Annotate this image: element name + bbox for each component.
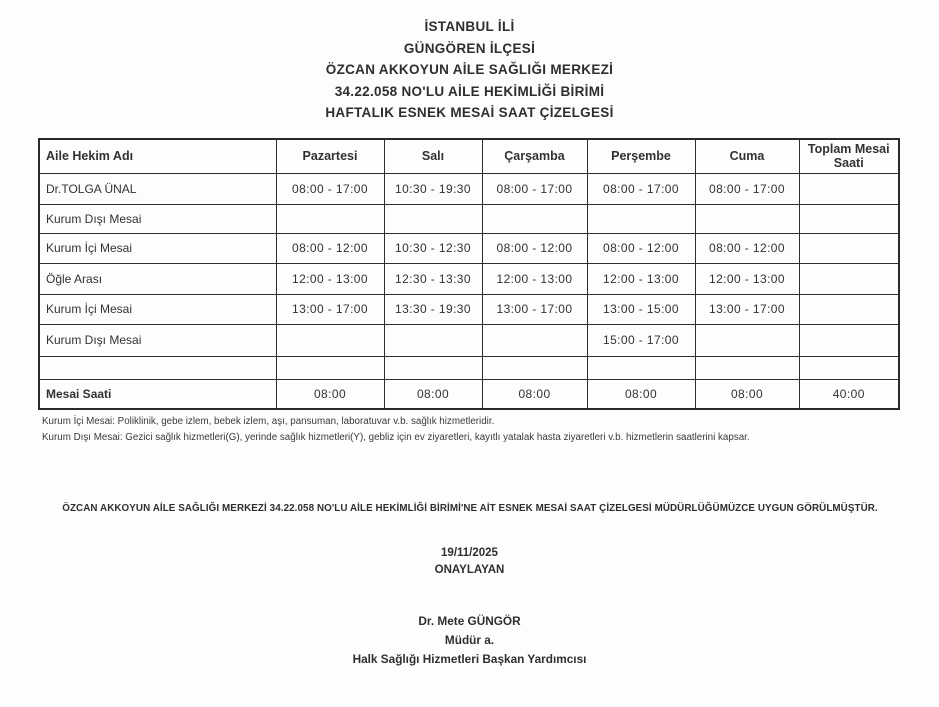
row-label: Mesai Saati [39,379,276,409]
schedule-cell [384,204,482,233]
schedule-cell: 13:00 - 17:00 [695,294,799,324]
document-title-block [0,16,939,124]
schedule-cell [384,356,482,379]
row-label: Dr.TOLGA ÜNAL [39,173,276,204]
schedule-cell [799,324,899,356]
table-row [39,294,899,324]
schedule-cell: 13:30 - 19:30 [384,294,482,324]
schedule-cell: 08:00 [276,379,384,409]
row-label: Kurum İçi Mesai [39,233,276,263]
row-label [39,356,276,379]
schedule-cell: 08:00 - 17:00 [587,173,695,204]
schedule-cell [482,324,587,356]
schedule-cell: 12:00 - 13:00 [276,263,384,294]
row-label: Kurum Dışı Mesai [39,324,276,356]
table-row [39,356,899,379]
column-header-4: Perşembe [587,139,695,173]
schedule-cell [799,356,899,379]
schedule-cell [482,356,587,379]
title-district: GÜNGÖREN İLÇESİ [403,40,536,56]
title-schedule-name: HAFTALIK ESNEK MESAİ SAAT ÇİZELGESİ [325,105,614,120]
schedule-cell: 08:00 [695,379,799,409]
table-row [39,233,899,263]
row-label: Kurum İçi Mesai [39,294,276,324]
table-row [39,324,899,356]
schedule-cell [384,324,482,356]
schedule-cell: 08:00 - 17:00 [276,173,384,204]
schedule-cell [695,356,799,379]
column-header-2: Salı [384,139,482,173]
schedule-cell [276,204,384,233]
signatory-title-2: Halk Sağlığı Hizmetleri Başkan Yardımcısı [352,652,587,666]
schedule-cell: 12:00 - 13:00 [587,263,695,294]
schedule-cell: 08:00 - 12:00 [587,233,695,263]
table-header-row [39,139,899,173]
schedule-cell: 12:00 - 13:00 [695,263,799,294]
schedule-cell [276,356,384,379]
schedule-cell [482,204,587,233]
approval-label: ONAYLAYAN [434,564,505,576]
footnote-kurum-disi: Kurum Dışı Mesai: Gezici sağlık hizmetleri(G), yerinde sağlık hizmetleri(Y), gebliz için ev ziyaretleri, kayıtlı yatalak hasta ziyaretleri v.b. hizmetlerin saatlerini kapsar. [42,432,750,443]
schedule-cell: 12:30 - 13:30 [384,263,482,294]
schedule-cell: 10:30 - 19:30 [384,173,482,204]
schedule-cell: 08:00 [384,379,482,409]
column-header-5: Cuma [695,139,799,173]
schedule-cell [799,294,899,324]
schedule-cell: 10:30 - 12:30 [384,233,482,263]
approval-date: 19/11/2025 [441,547,498,559]
schedule-cell: 15:00 - 17:00 [587,324,695,356]
signature-block [0,612,939,669]
table-row [39,204,899,233]
title-health-center: ÖZCAN AKKOYUN AİLE SAĞLIĞI MERKEZİ [325,62,614,77]
title-unit: 34.22.058 NO'LU AİLE HEKİMLİĞİ BİRİMİ [334,83,605,99]
schedule-cell: 08:00 - 17:00 [482,173,587,204]
schedule-cell: 13:00 - 17:00 [276,294,384,324]
schedule-cell: 08:00 [482,379,587,409]
schedule-cell [799,233,899,263]
column-header-doctor-name: Aile Hekim Adı [39,139,276,173]
schedule-cell: 08:00 - 12:00 [482,233,587,263]
schedule-cell: 13:00 - 17:00 [482,294,587,324]
title-province: İSTANBUL İLİ [424,19,515,34]
approval-date-block [0,545,939,579]
schedule-cell [799,204,899,233]
weekly-schedule-table [38,138,900,410]
table-row [39,173,899,204]
footnote-kurum-ici: Kurum İçi Mesai: Poliklinik, gebe izlem, bebek izlem, aşı, pansuman, laboratuvar v.b. sağlık hizmetleridir. [42,416,495,427]
table-row [39,263,899,294]
schedule-cell [799,173,899,204]
column-header-1: Pazartesi [276,139,384,173]
signatory-name: Dr. Mete GÜNGÖR [418,614,521,628]
schedule-cell [695,324,799,356]
schedule-cell: 08:00 - 12:00 [276,233,384,263]
schedule-cell: 40:00 [799,379,899,409]
schedule-cell: 08:00 - 12:00 [695,233,799,263]
column-header-3: Çarşamba [482,139,587,173]
schedule-cell [695,204,799,233]
approval-statement: ÖZCAN AKKOYUN AİLE SAĞLIĞI MERKEZİ 34.22.058 NO'LU AİLE HEKİMLİĞİ BİRİMİ'NE AİT ESNEK MESAİ SAAT ÇİZELGESİ MÜDÜRLÜĞÜMÜZCE UYGUN GÖRÜLMÜŞTÜR. [62,503,878,514]
signatory-title-1: Müdür a. [444,633,495,647]
schedule-cell: 13:00 - 15:00 [587,294,695,324]
schedule-cell [799,263,899,294]
row-label: Kurum Dışı Mesai [39,204,276,233]
schedule-cell [587,204,695,233]
column-header-6: Toplam Mesai Saati [799,139,899,173]
schedule-cell: 12:00 - 13:00 [482,263,587,294]
schedule-cell [276,324,384,356]
table-row [39,379,899,409]
schedule-cell: 08:00 - 17:00 [695,173,799,204]
schedule-cell [587,356,695,379]
footnotes [42,414,922,446]
row-label: Öğle Arası [39,263,276,294]
schedule-cell: 08:00 [587,379,695,409]
